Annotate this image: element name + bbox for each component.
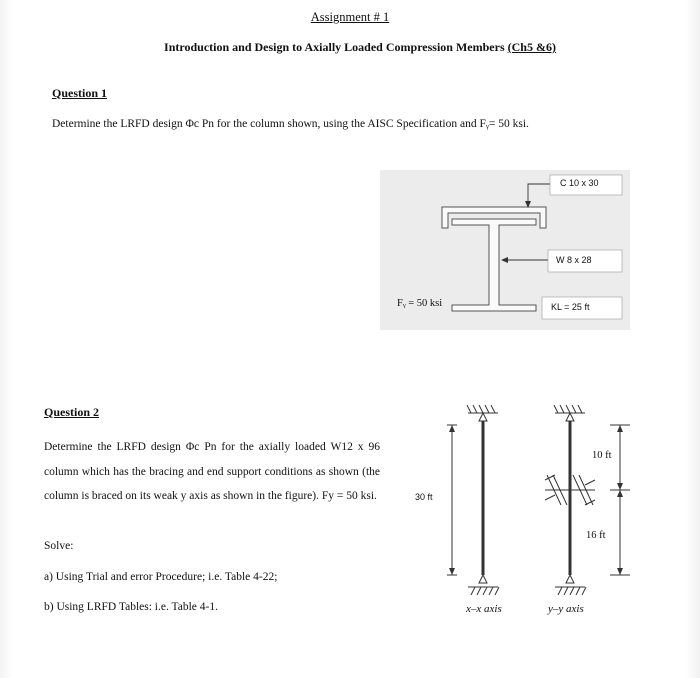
channel-label: C 10 x 30	[560, 178, 599, 188]
subtitle-chapter-ref: (Ch5 &6)	[507, 40, 556, 54]
fy-label: Fᵧ = 50 ksi	[397, 298, 443, 309]
yy-lower-length-label: 16 ft	[586, 530, 606, 541]
assignment-title: Assignment # 1	[310, 10, 390, 24]
yy-dimension-lines	[610, 425, 630, 575]
kl-label: KL = 25 ft	[551, 302, 590, 312]
question1-text: Determine the LRFD design Φc Pn for the column shown, using the AISC Specification and Fᵧ= 50 ksi.	[52, 118, 529, 130]
question2-text: Determine the LRFD design Φc Pn for the axially loaded W12 x 96 column which has the bracing and end support conditions as shown (the column is braced on its weak y axis as shown in the figure). Fy = 50 ksi.	[44, 441, 380, 502]
xx-length-label: 30 ft	[415, 492, 433, 502]
xx-axis-caption: x–x axis	[466, 603, 502, 615]
yy-dim-arrow-1-icon	[617, 425, 623, 432]
xx-dimension-line	[447, 425, 457, 575]
xx-dim-arrow-bottom-icon	[449, 568, 455, 575]
yy-dim-arrow-3-icon	[617, 490, 623, 497]
yy-upper-length-label: 10 ft	[592, 450, 612, 461]
xx-dim-arrow-top-icon	[449, 425, 455, 432]
assignment-subtitle	[0, 40, 700, 55]
yy-axis-caption: y–y axis	[548, 603, 584, 615]
wshape-label: W 8 x 28	[556, 255, 592, 265]
part-a-text: a) Using Trial and error Procedure; i.e. Table 4-22;	[44, 571, 278, 583]
question2-heading: Question 2	[44, 405, 100, 419]
subtitle-main: Introduction and Design to Axially Loaded Compression Members	[164, 40, 508, 54]
yy-dim-arrow-4-icon	[617, 568, 623, 575]
question2-column-figure	[405, 395, 645, 610]
question1-heading: Question 1	[52, 86, 108, 100]
part-b-text: b) Using LRFD Tables: i.e. Table 4-1.	[44, 601, 218, 613]
xx-column	[467, 405, 499, 595]
yy-dim-arrow-2-icon	[617, 483, 623, 490]
solve-label: Solve:	[44, 540, 74, 552]
